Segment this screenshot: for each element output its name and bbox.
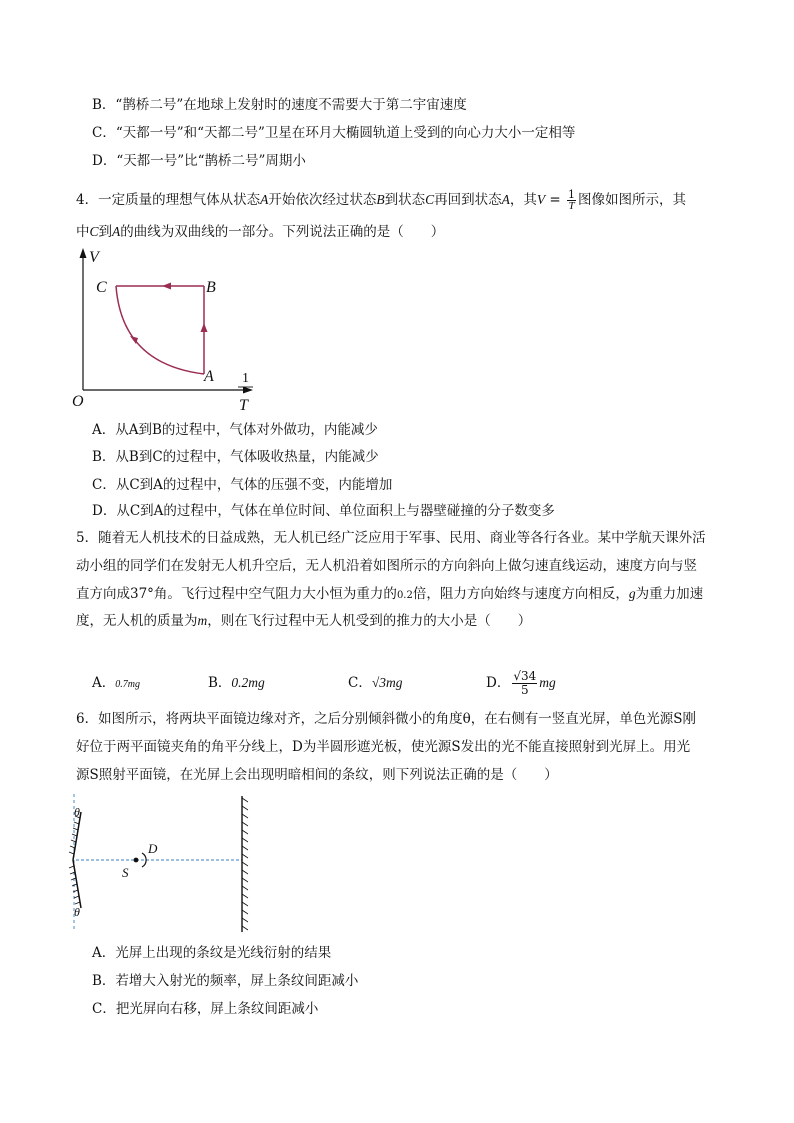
q6-option-c: C．把光屏向右移，屏上条纹间距减小: [92, 1001, 319, 1017]
q6-stem-line3: 源S照射平面镜，在光屏上会出现明暗相间的条纹，则下列说法正确的是（ ）: [76, 767, 558, 783]
q6-theta-bottom: θ: [74, 905, 80, 919]
q4-arrow-up: [201, 323, 208, 332]
q3-option-c: C．“天都一号”和“天都二号”卫星在环月大椭圆轨道上受到的向心力大小一定相等: [92, 125, 576, 141]
q4-option-a: A．从A到B的过程中，气体对外做功，内能减少: [92, 422, 378, 438]
q6-option-a: A．光屏上出现的条纹是光线衍射的结果: [92, 945, 332, 961]
q6-label-d: D: [148, 841, 158, 856]
q4-stem-line1: 4．一定质量的理想气体从状态A开始依次经过状态B到状态C再回到状态A，其V = $\frac{1}{T}$ 图像如图所示，其: [76, 188, 687, 212]
q4-stem-line2: 中C到A的曲线为双曲线的一部分。下列说法正确的是（ ）: [76, 224, 445, 240]
q5-option-a: A．0.7mg: [92, 675, 140, 691]
q4-vt-graph: [70, 246, 270, 416]
q4-option-c: C．从C到A的过程中，气体的压强不变，内能增加: [92, 477, 393, 493]
q4-path-c-to-a: [116, 286, 204, 374]
q4-label-c: C: [96, 279, 107, 296]
q5-option-d-fraction: $\frac{√34}{5}$: [513, 669, 537, 697]
q4-axis-x-num: 1: [242, 371, 249, 386]
q5-option-d: D． $\frac{√34}{5}$ mg: [486, 669, 556, 697]
q3-option-d: D．“天都一号”比“鹊桥二号”周期小: [92, 153, 306, 169]
q4-arrow-left: [162, 283, 171, 290]
q4-origin-label: O: [72, 393, 84, 410]
q6-stem-line1: 6．如图所示，将两块平面镜边缘对齐，之后分别倾斜微小的角度θ，在右侧有一竖直光屏，单色光源S刚: [76, 711, 696, 727]
q6-mirror-diagram: [68, 792, 258, 937]
q4-axis-y-label: V: [89, 249, 99, 266]
q4-stem-fraction: $\frac{1}{T}$: [568, 188, 576, 212]
q6-option-b: B．若增大入射光的频率，屏上条纹间距减小: [92, 973, 359, 989]
q4-label-a: A: [204, 368, 214, 385]
q3-option-b: B．“鹊桥二号”在地球上发射时的速度不需要大于第二宇宙速度: [92, 97, 467, 113]
q6-theta-top: θ: [74, 805, 80, 819]
q6-stem-line2: 好位于两平面镜夹角的角平分线上，D为半圆形遮光板，使光源S发出的光不能直接照射到光屏上。用光: [76, 739, 691, 755]
q4-option-b: B．从B到C的过程中，气体吸收热量，内能减少: [92, 449, 379, 465]
q5-stem-line1: 5．随着无人机技术的日益成熟，无人机已经广泛应用于军事、民用、商业等各行各业。某中学航天课外活: [76, 530, 706, 546]
q6-light-source: [134, 858, 139, 863]
q6-label-s: S: [122, 865, 129, 880]
q4-y-arrow: [80, 248, 87, 258]
q5-option-c: C．√3mg: [348, 675, 403, 691]
q4-x-arrow: [243, 387, 253, 394]
q5-stem-line2: 动小组的同学们在发射无人机升空后，无人机沿着如图所示的方向斜向上做匀速直线运动，速度方向与竖: [76, 558, 697, 574]
q5-stem-line4: 度，无人机的质量为m，则在飞行过程中无人机受到的推力的大小是（ ）: [76, 613, 532, 629]
q5-option-b: B．0.2mg: [208, 675, 265, 691]
q4-process-paths: [116, 286, 204, 374]
q4-label-b: B: [206, 279, 216, 296]
q5-stem-line3: 直方向成37°角。飞行过程中空气阻力大小恒为重力的0.2倍，阻力方向始终与速度方向相反，g为重力加速: [76, 586, 704, 602]
q6-screen-hatching: [242, 798, 248, 930]
q4-axis-x-den: T: [239, 397, 248, 414]
q4-option-d: D．从C到A的过程中，气体在单位时间、单位面积上与器壁碰撞的分子数变多: [92, 503, 555, 519]
